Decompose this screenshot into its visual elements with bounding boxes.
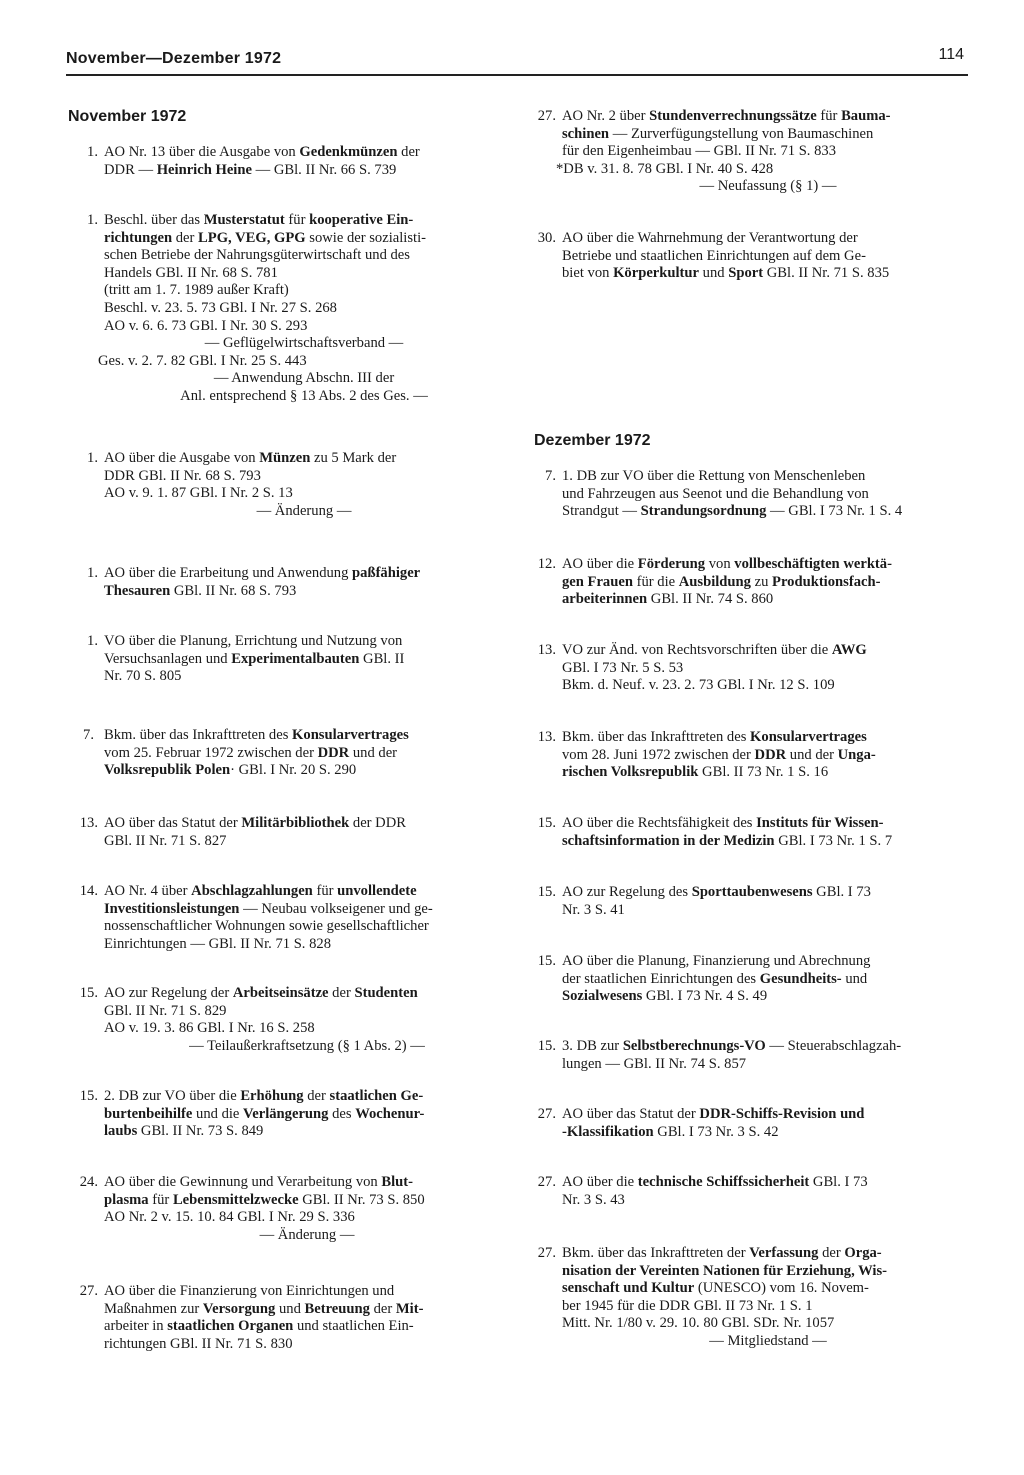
entry-day: 15. xyxy=(537,884,556,900)
entry: 1. AO Nr. 13 über die Ausgabe von Gedenkmünzen der DDR — Heinrich Heine — GBl. II Nr. 66 S. 739 xyxy=(70,144,504,179)
page-number: 114 xyxy=(938,46,964,63)
entry-day: 13. xyxy=(537,729,556,745)
entry: 12. AO über die Förderung von vollbeschäftigten werktä- gen Frauen für die Ausbildung zu Produktionsfach- arbeiterinnen GBl. II Nr. 74 S. 860 xyxy=(528,556,974,609)
entry: 13. VO zur Änd. von Rechtsvorschriften über die AWG GBl. I 73 Nr. 5 S. 53 Bkm. d. Neuf. v. 23. 2. 73 GBl. I Nr. 12 S. 109 xyxy=(528,642,974,695)
entry-day: 15. xyxy=(537,815,556,831)
entry-day: 1. xyxy=(87,212,98,228)
entry: 1. AO über die Erarbeitung und Anwendung paßfähiger Thesauren GBl. II Nr. 68 S. 793 xyxy=(70,565,504,600)
entry-day: 15. xyxy=(537,953,556,969)
entry-day: 15. xyxy=(79,1088,98,1104)
entry-day: 7. xyxy=(545,468,556,484)
entry: 13. AO über das Statut der Militärbibliothek der DDR GBl. II Nr. 71 S. 827 xyxy=(70,815,510,850)
entry-day: 30. xyxy=(537,230,556,246)
entry: 27. AO über die Finanzierung von Einrichtungen und Maßnahmen zur Versorgung und Betreuung der Mit- arbeiter in staatlichen Organen und staatlichen Ein- richtungen GBl. II Nr. 71 S. 830 xyxy=(70,1283,510,1353)
entry: 1. AO über die Ausgabe von Münzen zu 5 Mark der DDR GBl. II Nr. 68 S. 793 AO v. 9. 1. 87 GBl. I Nr. 2 S. 13 — Änderung — xyxy=(70,450,504,520)
entry: 27. Bkm. über das Inkrafttreten der Verfassung der Orga- nisation der Vereinten Nationen für Erziehung, Wis- senschaft und Kultur (UNESCO) vom 16. Novem- ber 1945 für die DDR GBl. II 73 Nr. 1 S. 1 Mitt. Nr. 1/80 v. 29. 10. 80 GBl. SDr. Nr. 1057 — Mitgliedstand — xyxy=(528,1245,974,1351)
entry: 15. AO zur Regelung der Arbeitseinsätze der Studenten GBl. II Nr. 71 S. 829 AO v. 19. 3. 86 GBl. I Nr. 16 S. 258 — Teilaußerkraftsetzung (§ 1 Abs. 2) — xyxy=(70,985,510,1055)
entry: 13. Bkm. über das Inkrafttreten des Konsularvertrages vom 28. Juni 1972 zwischen der DDR und der Unga- rischen Volksrepublik GBl. II 73 Nr. 1 S. 16 xyxy=(528,729,974,782)
entry-day: 15. xyxy=(537,1038,556,1054)
entry-day: 24. xyxy=(79,1174,98,1190)
entry: 15. 3. DB zur Selbstberechnungs-VO — Steuerabschlagzah- lungen — GBl. II Nr. 74 S. 857 xyxy=(528,1038,974,1073)
entry: 1. Beschl. über das Musterstatut für kooperative Ein- richtungen der LPG, VEG, GPG sowie der sozialisti- schen Betriebe der Nahrungsgüterwirtschaft und des Handels GBl. II Nr. 68 S. 781 (tritt am 1. 7. 1989 außer Kraft) Beschl. v. 23. 5. 73 GBl. I Nr. 27 S. 268 AO v. 6. 6. 73 GBl. I Nr. 30 S. 293 — Geflügelwirtschaftsverband — Ges. v. 2. 7. 82 GBl. I Nr. 25 S. 443 — Anwendung Abschn. III der Anl. entsprechend § 13 Abs. 2 des Ges. — xyxy=(70,212,504,406)
entry: 7. 1. DB zur VO über die Rettung von Menschenleben und Fahrzeugen aus Seenot und die Behandlung von Strandgut — Strandungsordnung — GBl. I 73 Nr. 1 S. 4 xyxy=(528,468,974,521)
entry: 30. AO über die Wahrnehmung der Verantwortung der Betriebe und staatlichen Einrichtungen auf dem Ge- biet von Körperkultur und Sport GBl. II Nr. 71 S. 835 xyxy=(528,230,974,283)
entry: 27. AO über das Statut der DDR-Schiffs-Revision und -Klassifikation GBl. I 73 Nr. 3 S. 42 xyxy=(528,1106,974,1141)
entry-day: 1. xyxy=(87,144,98,160)
entry: 7. Bkm. über das Inkrafttreten des Konsularvertrages vom 25. Februar 1972 zwischen der DDR und der Volksrepublik Polen· GBl. I Nr. 20 S. 290 xyxy=(70,727,510,780)
section-heading-november: November 1972 xyxy=(68,108,187,125)
entry-day: 27. xyxy=(537,108,556,124)
section-heading-dezember: Dezember 1972 xyxy=(534,432,651,449)
entry-day: 1. xyxy=(87,450,98,466)
entry-day: 27. xyxy=(537,1174,556,1190)
entry: 27. AO Nr. 2 über Stundenverrechnungssätze für Bauma- schinen — Zurverfügungstellung von Baumaschinen für den Eigenheimbau — GBl. II Nr. 71 S. 833 *DB v. 31. 8. 78 GBl. I Nr. 40 S. 428 — Neufassung (§ 1) — xyxy=(528,108,974,196)
entry: 24. AO über die Gewinnung und Verarbeitung von Blut- plasma für Lebensmittelzwecke GBl. II Nr. 73 S. 850 AO Nr. 2 v. 15. 10. 84 GBl. I Nr. 29 S. 336 — Änderung — xyxy=(70,1174,510,1244)
entry-day: 27. xyxy=(537,1245,556,1261)
page-header xyxy=(66,48,968,76)
entry-day: 1. xyxy=(87,633,98,649)
entry: 15. AO zur Regelung des Sporttaubenwesens GBl. I 73 Nr. 3 S. 41 xyxy=(528,884,974,919)
entry-day: 13. xyxy=(537,642,556,658)
entry-day: 1. xyxy=(87,565,98,581)
entry: 15. AO über die Rechtsfähigkeit des Instituts für Wissen- schaftsinformation in der Medizin GBl. I 73 Nr. 1 S. 7 xyxy=(528,815,974,850)
entry-day: 15. xyxy=(79,985,98,1001)
entry-day: 7. xyxy=(83,727,94,743)
entry: 15. AO über die Planung, Finanzierung und Abrechnung der staatlichen Einrichtungen des Gesundheits- und Sozialwesens GBl. I 73 Nr. 4 S. 49 xyxy=(528,953,974,1006)
entry: 27. AO über die technische Schiffssicherheit GBl. I 73 Nr. 3 S. 43 xyxy=(528,1174,974,1209)
entry-day: 13. xyxy=(79,815,98,831)
entry-day: 27. xyxy=(537,1106,556,1122)
running-header-title: November—Dezember 1972 xyxy=(66,50,282,67)
entry-day: 12. xyxy=(537,556,556,572)
entry-day: 27. xyxy=(79,1283,98,1299)
entry: 1. VO über die Planung, Errichtung und Nutzung von Versuchsanlagen und Experimentalbauten GBl. II Nr. 70 S. 805 xyxy=(70,633,504,686)
entry: 14. AO Nr. 4 über Abschlagzahlungen für unvollendete Investitionsleistungen — Neubau volkseigener und ge- nossenschaftlicher Wohnungen sowie gesellschaftlicher Einrichtungen — GBl. II Nr. 71 S. 828 xyxy=(70,883,510,953)
entry-day: 14. xyxy=(79,883,98,899)
entry: 15. 2. DB zur VO über die Erhöhung der staatlichen Ge- burtenbeihilfe und die Verlängerung des Wochenur- laubs GBl. II Nr. 73 S. 849 xyxy=(70,1088,510,1141)
